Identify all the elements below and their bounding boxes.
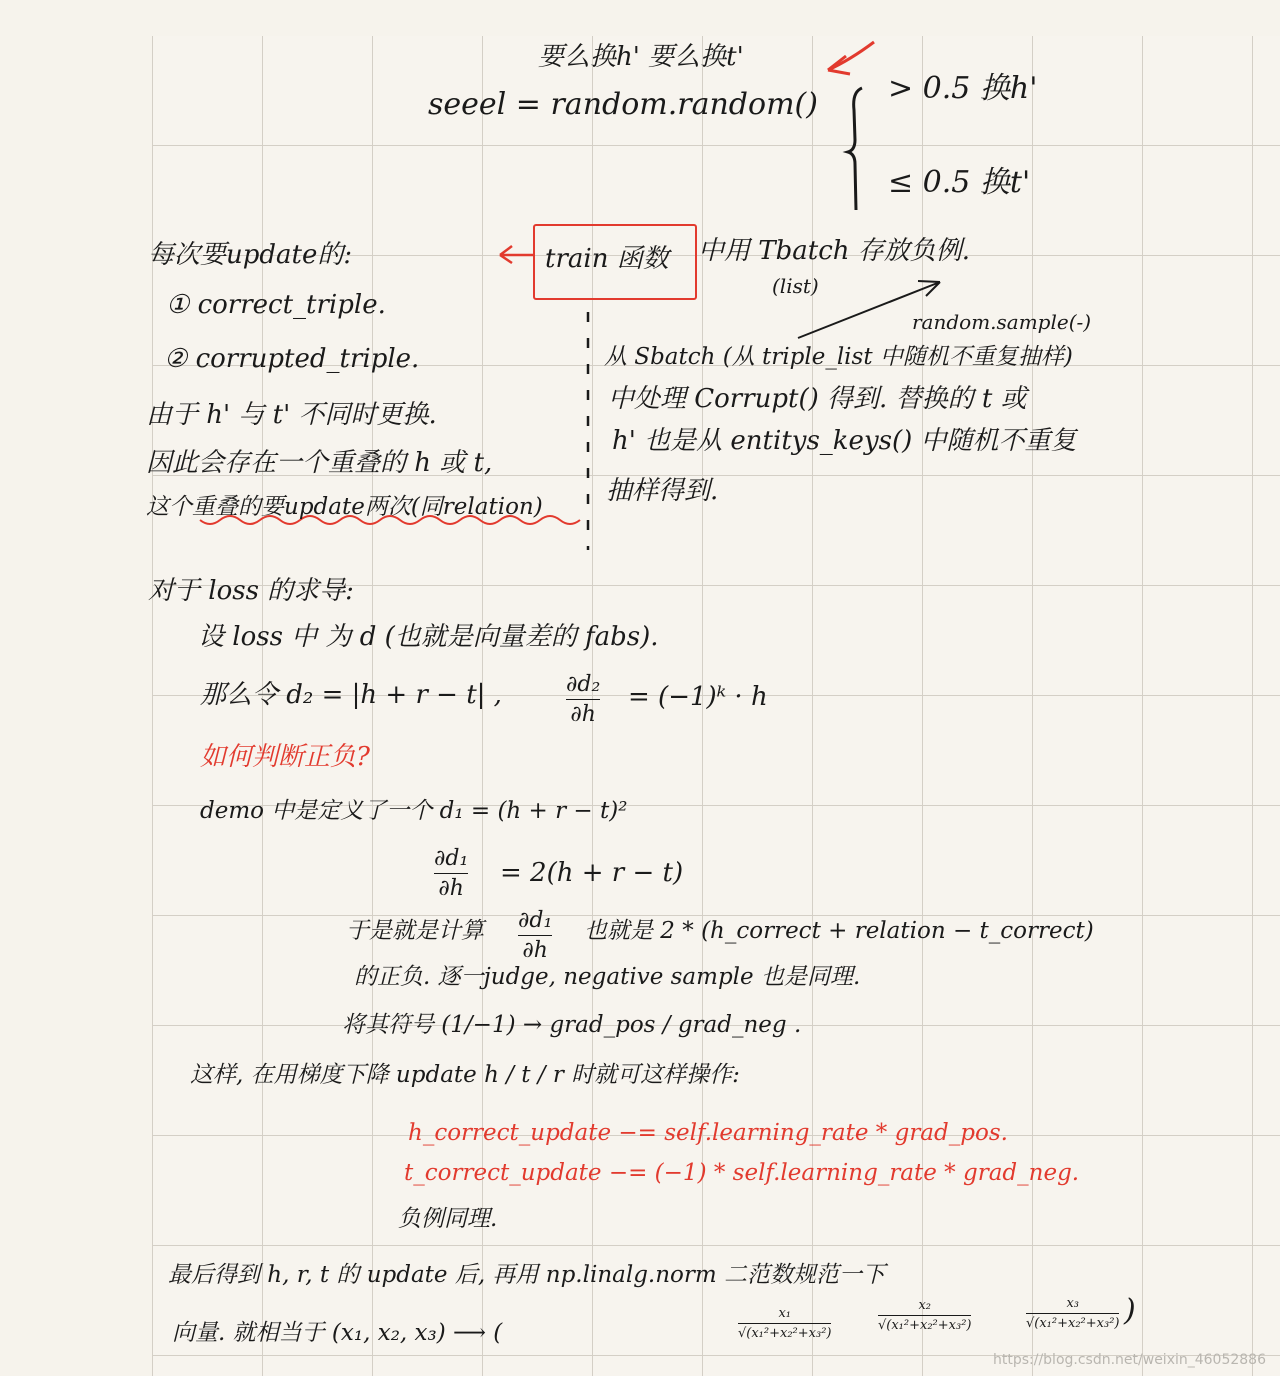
note-line: 抽样得到. (606, 476, 719, 506)
note-line: seeel = random.random() (428, 87, 818, 122)
note-line: 从 Sbatch (从 triple_list 中随机不重复抽样) (604, 344, 1073, 370)
derivative-fraction: ∂d₁ ∂h (518, 908, 553, 963)
note-line: 因此会存在一个重叠的 h 或 t, (146, 448, 493, 478)
boxed-label: train 函数 (545, 244, 669, 274)
note-line: 那么令 d₂ = |h + r − t| , (200, 680, 502, 710)
note-line: ② corrupted_triple. (164, 344, 420, 374)
note-line: 由于 h' 与 t' 不同时更换. (146, 400, 437, 430)
note-line: = 2(h + r − t) (500, 858, 684, 888)
note-line: 中用 Tbatch 存放负例. (698, 236, 971, 266)
note-line: 将其符号 (1/−1) → grad_pos / grad_neg . (342, 1012, 802, 1038)
note-line: 这个重叠的要update两次(同relation) (146, 494, 543, 520)
brace-icon (848, 88, 862, 210)
note-line: ① correct_triple. (166, 290, 386, 320)
note-line: random.sample(-) (912, 310, 1092, 334)
note-line-red: 如何判断正负? (200, 742, 370, 772)
norm-fraction: x₁ √(x₁²+x₂²+x₃²) (738, 1306, 832, 1341)
note-line: 要么换h' 要么换t' (538, 42, 744, 72)
derivative-fraction: ∂d₂ ∂h (566, 672, 601, 727)
derivative-fraction: ∂d₁ ∂h (434, 846, 469, 901)
note-line: 于是就是计算 (346, 918, 484, 944)
note-line: > 0.5 换h' (888, 71, 1038, 106)
note-line: 这样, 在用梯度下降 update h / t / r 时就可这样操作: (190, 1062, 740, 1088)
note-line: 向量. 就相当于 (x₁, x₂, x₃) ⟶ ( (172, 1320, 503, 1346)
note-line: ) (1124, 1293, 1136, 1328)
norm-fraction: x₂ √(x₁²+x₂²+x₃²) (878, 1298, 972, 1333)
note-line: 每次要update的: (148, 240, 353, 270)
code-line-red: t_correct_update −= (−1) * self.learning_rate * grad_neg. (404, 1160, 1080, 1186)
code-line-red: h_correct_update −= self.learning_rate * grad_pos. (408, 1120, 1008, 1146)
note-line: 也就是 2 * (h_correct + relation − t_correct) (584, 918, 1094, 944)
note-line: 最后得到 h, r, t 的 update 后, 再用 np.linalg.norm 二范数规范一下 (168, 1262, 886, 1288)
note-line: 中处理 Corrupt() 得到. 替换的 t 或 (608, 384, 1027, 414)
note-line: 负例同理. (398, 1206, 498, 1232)
note-line: 的正负. 逐一judge, negative sample 也是同理. (354, 964, 861, 990)
note-line: (list) (772, 274, 819, 298)
note-line: 对于 loss 的求导: (148, 576, 354, 606)
watermark: https://blog.csdn.net/weixin_46052886 (992, 1352, 1266, 1368)
red-arrow-left-icon (500, 246, 535, 263)
note-line: 设 loss 中 为 d (也就是向量差的 fabs). (198, 622, 659, 652)
note-line: ≤ 0.5 换t' (888, 165, 1031, 200)
note-line: = (−1)ᵏ · h (628, 682, 768, 712)
note-line: demo 中是定义了一个 d₁ = (h + r − t)² (200, 798, 628, 824)
norm-fraction: x₃ √(x₁²+x₂²+x₃²) (1026, 1296, 1120, 1331)
note-line: h' 也是从 entitys_keys() 中随机不重复 (612, 426, 1077, 456)
